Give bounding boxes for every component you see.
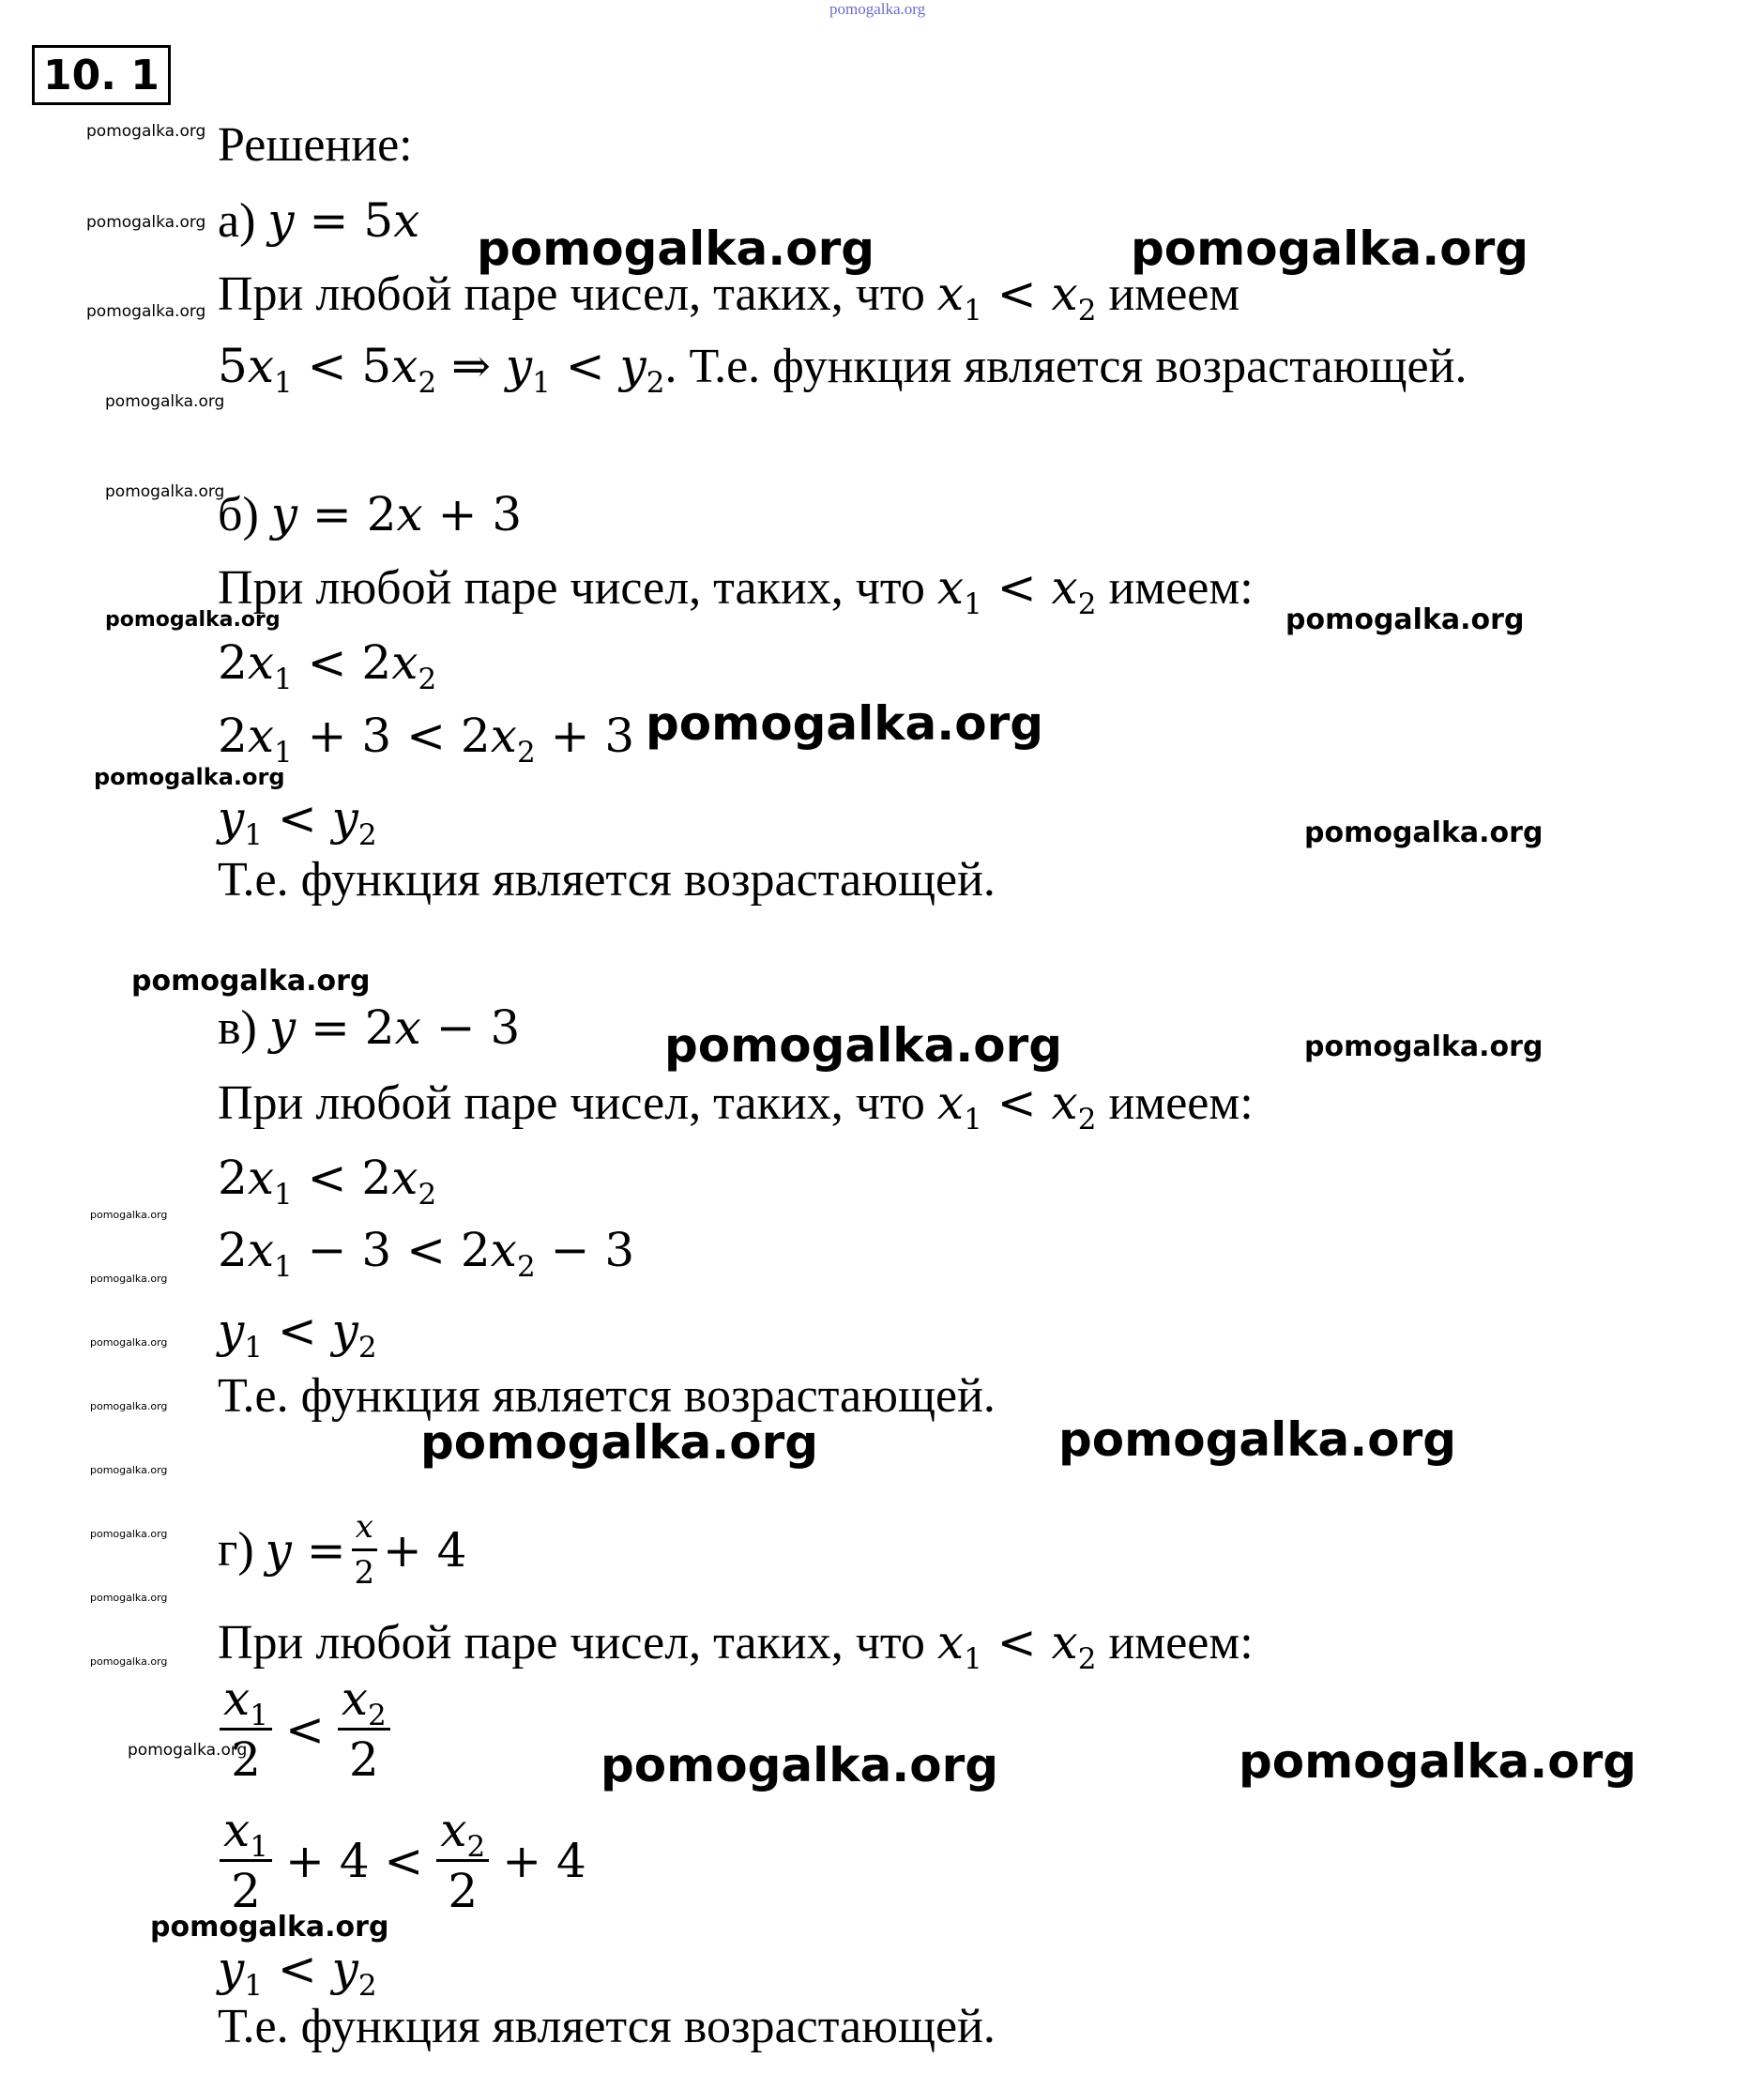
watermark: pomogalka.org <box>131 965 371 998</box>
part-v-header <box>218 999 520 1057</box>
part-a-function: y = 5x <box>267 193 420 248</box>
part-g-step-3: $y_1 < y_2$ <box>218 1942 377 2003</box>
solution-heading: Решение: <box>218 118 413 172</box>
watermark: pomogalka.org <box>1131 221 1529 276</box>
watermark: pomogalka.org <box>105 608 281 632</box>
watermark: pomogalka.org <box>94 764 285 790</box>
watermark: pomogalka.org <box>664 1018 1063 1073</box>
part-g-label: г) <box>218 1522 254 1577</box>
part-g-step-2: $\frac{x_1}{2}$ + 4 < $\frac{x_2}{2}$ + 4 <box>214 1807 586 1914</box>
part-b-step-2: $2x_1 + 3 < 2x_2 + 3$ <box>218 709 635 770</box>
part-g-condition: При любой паре чисел, таких, что $x_1 < x_2$ имеем: <box>218 1615 1254 1676</box>
part-a-label: а) <box>218 194 256 248</box>
watermark: pomogalka.org <box>477 221 875 276</box>
part-v-function: y = 2x − 3 <box>268 1000 521 1055</box>
watermark: pomogalka.org <box>86 302 206 321</box>
watermark: pomogalka.org <box>1285 603 1525 636</box>
part-v-condition: При любой паре чисел, таких, что $x_1 < x_2$ имеем: <box>218 1075 1254 1136</box>
watermark: pomogalka.org <box>90 1209 168 1221</box>
watermark: pomogalka.org <box>150 1911 389 1944</box>
watermark: pomogalka.org <box>646 696 1044 751</box>
part-b-header <box>218 486 522 543</box>
part-b-conclusion: Т.е. функция является возрастающей. <box>218 853 996 907</box>
part-b-label: б) <box>218 488 259 541</box>
problem-number: 10. 1 <box>32 45 171 105</box>
watermark: pomogalka.org <box>90 1273 168 1285</box>
part-g-function: y = $\frac{x}{2}$ + 4 <box>265 1508 467 1592</box>
part-g-step-1: $\frac{x_1}{2}$ < $\frac{x_2}{2}$ <box>214 1675 396 1783</box>
watermark: pomogalka.org <box>90 1464 168 1476</box>
part-a-derivation: $5x_1 < 5x_2$ ⇒ $y_1 < y_2$. Т.е. функция является возрастающей. <box>218 339 1467 400</box>
watermark: pomogalka.org <box>128 1741 248 1760</box>
watermark: pomogalka.org <box>90 1336 168 1349</box>
part-v-step-1: $2x_1 < 2x_2$ <box>218 1151 437 1212</box>
watermark: pomogalka.org <box>90 1655 168 1668</box>
watermark: pomogalka.org <box>105 482 225 501</box>
part-b-step-1: $2x_1 < 2x_2$ <box>218 635 437 696</box>
part-v-step-2: $2x_1 - 3 < 2x_2 - 3$ <box>218 1223 635 1284</box>
part-b-step-3: $y_1 < y_2$ <box>218 791 377 852</box>
watermark: pomogalka.org <box>90 1400 168 1412</box>
watermark: pomogalka.org <box>86 122 206 141</box>
watermark: pomogalka.org <box>601 1738 999 1792</box>
condition-end: имеем <box>1108 267 1240 321</box>
part-a-header <box>218 192 419 250</box>
condition-text: При любой паре чисел, таких, что <box>218 267 925 321</box>
part-b-function: y = 2x + 3 <box>270 487 523 541</box>
watermark: pomogalka.org <box>1304 1030 1544 1063</box>
part-a-condition: При любой паре чисел, таких, что $x_1 < x_2$ имеем <box>218 267 1240 328</box>
part-v-label: в) <box>218 1001 257 1055</box>
watermark: pomogalka.org <box>420 1415 819 1470</box>
part-a-conclusion: . Т.е. функция является возрастающей. <box>664 340 1467 393</box>
watermark: pomogalka.org <box>86 213 206 232</box>
watermark: pomogalka.org <box>90 1528 168 1540</box>
watermark: pomogalka.org <box>90 1592 168 1604</box>
part-g-conclusion: Т.е. функция является возрастающей. <box>218 2000 996 2053</box>
watermark: pomogalka.org <box>1058 1412 1457 1467</box>
part-b-condition: При любой паре чисел, таких, что $x_1 < x_2$ имеем: <box>218 560 1254 621</box>
part-v-step-3: $y_1 < y_2$ <box>218 1304 377 1365</box>
watermark: pomogalka.org <box>105 392 225 411</box>
part-v-conclusion: Т.е. функция является возрастающей. <box>218 1369 996 1423</box>
watermark-top: pomogalka.org <box>829 0 926 18</box>
part-g-header <box>218 1508 467 1592</box>
watermark: pomogalka.org <box>1239 1734 1637 1789</box>
watermark: pomogalka.org <box>1304 816 1544 849</box>
